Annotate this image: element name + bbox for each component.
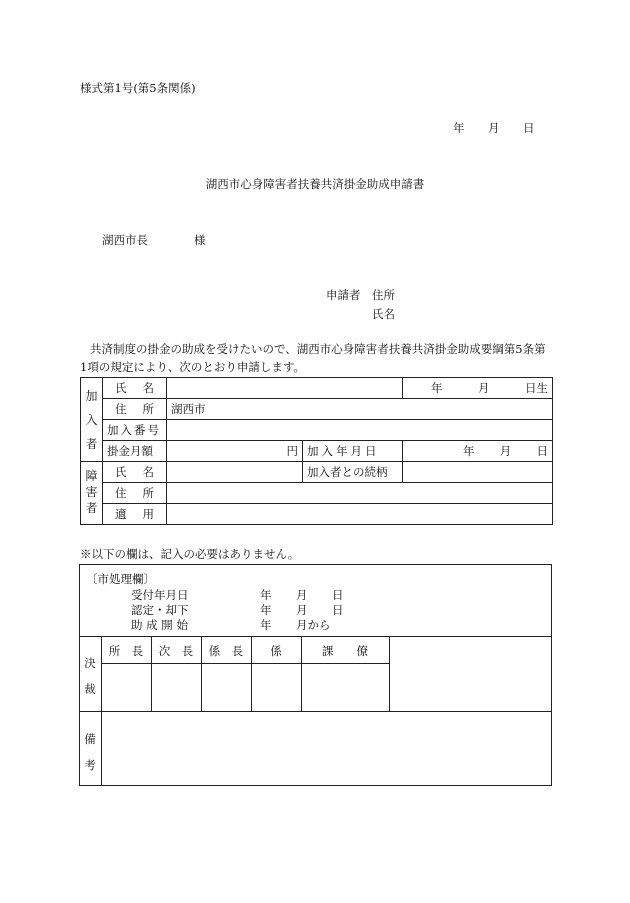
office-divider-bottom — [79, 711, 552, 712]
date-year: 年 — [453, 121, 465, 135]
office-divider-top — [79, 636, 552, 637]
office-row-label-3: 助 成 開 始 — [131, 618, 188, 632]
relation-field[interactable] — [403, 462, 553, 483]
applicant-label: 申請者 — [326, 288, 361, 302]
addressee-honorific: 様 — [194, 233, 206, 247]
member-number-label: 加入番号 — [103, 420, 167, 441]
premium-label: 掛金月額 — [103, 441, 167, 462]
addressee-name: 湖西市長 — [102, 233, 148, 247]
approver-colleague: 課 僚 — [322, 644, 368, 658]
relation-label: 加入者との続柄 — [303, 462, 403, 483]
disabled-name-field[interactable] — [167, 462, 303, 483]
office-row-label-2: 認定・却下 — [131, 603, 189, 617]
document-title: 湖西市心身障害者扶養共済掛金助成申請書 — [205, 177, 425, 191]
approver-header-line — [101, 663, 389, 664]
office-row-day-1: 日 — [332, 588, 344, 602]
office-row-day-2: 日 — [332, 603, 344, 617]
apply-field[interactable] — [167, 504, 553, 525]
office-row-month-3: 月から — [296, 618, 331, 632]
body-text-line2: 1項の規定により、次のとおり申請します。 — [80, 360, 305, 374]
applicant-name-label: 氏名 — [372, 307, 395, 321]
disabled-address-field[interactable] — [167, 483, 553, 504]
premium-field[interactable]: 円 — [167, 441, 303, 462]
form-number: 様式第1号(第5条関係) — [80, 81, 196, 95]
disabled-address-label: 住 所 — [103, 483, 167, 504]
office-header: 〔市処理欄〕 — [86, 572, 155, 586]
member-address-label: 住 所 — [103, 399, 167, 420]
member-birth-date-field[interactable]: 年 月 日生 — [403, 378, 553, 399]
office-row-year-1: 年 — [260, 588, 272, 602]
approver-col-line-5 — [389, 636, 390, 711]
apply-label: 適 用 — [103, 504, 167, 525]
member-name-label: 氏 名 — [103, 378, 167, 399]
approver-chief: 所 長 — [108, 644, 144, 658]
member-address-field[interactable]: 湖西市 — [167, 399, 553, 420]
office-row-month-2: 月 — [296, 603, 308, 617]
remarks-label: 備考 — [84, 732, 96, 772]
approver-staff: 係 — [270, 644, 282, 658]
office-row-year-2: 年 — [260, 603, 272, 617]
member-group-label: 加入者 — [81, 378, 103, 462]
office-row-year-3: 年 — [260, 618, 272, 632]
approver-section-chief: 係 長 — [208, 644, 244, 658]
member-number-field[interactable] — [167, 420, 553, 441]
note-text: ※以下の欄は、記入の必要はありません。 — [80, 547, 300, 561]
body-text-line1: 共済制度の掛金の助成を受けたいので、湖西市心身障害者扶養共済掛金助成要綱第5条第 — [90, 342, 546, 356]
join-date-label: 加入年月日 — [303, 441, 403, 462]
date-day: 日 — [523, 121, 535, 135]
application-details-table — [80, 377, 553, 525]
disabled-name-label: 氏 名 — [103, 462, 167, 483]
join-date-field[interactable]: 年 月 日 — [403, 441, 553, 462]
applicant-address-label: 住所 — [372, 288, 395, 302]
disabled-group-label: 障害者 — [81, 462, 103, 525]
approver-deputy: 次 長 — [158, 644, 194, 658]
office-row-month-1: 月 — [296, 588, 308, 602]
member-name-field[interactable] — [167, 378, 403, 399]
decision-label: 決裁 — [84, 656, 96, 696]
date-month: 月 — [488, 121, 500, 135]
office-row-label-1: 受付年月日 — [131, 588, 189, 602]
